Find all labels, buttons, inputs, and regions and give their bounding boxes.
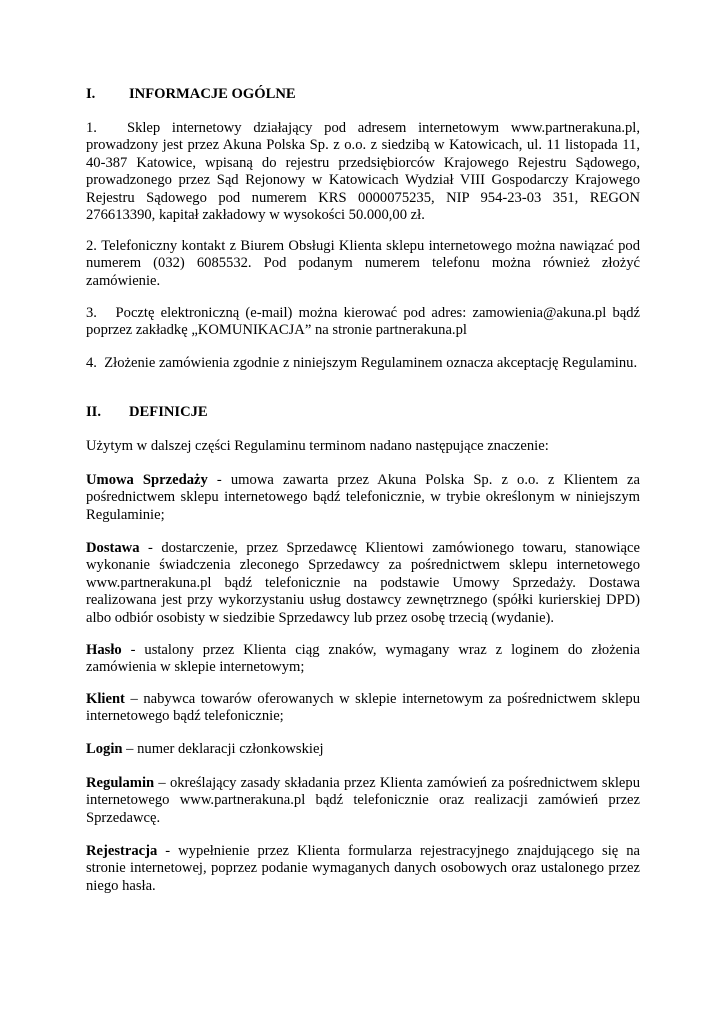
paragraph-number: 4. xyxy=(86,355,97,371)
definition-text: nabywca towarów oferowanych w sklepie internetowym za pośrednictwem sklepu internetowego bądź telefonicznie; xyxy=(86,691,641,725)
definition-separator: - xyxy=(157,843,179,859)
definition-term: Regulamin xyxy=(86,775,155,791)
paragraph-text: Pocztę elektroniczną (e-mail) można kierować pod adres: zamowienia@akuna.pl bądź poprzez zakładkę „KOMUNIKACJA” na stronie partnerakuna.pl xyxy=(86,305,640,339)
section-number: II. xyxy=(86,404,102,420)
section-title: INFORMACJE OGÓLNE xyxy=(129,86,296,102)
definition-separator: - xyxy=(121,642,145,658)
definition-text: wypełnienie przez Klienta formularza rejestracyjnego znajdującego się na stronie internetowej, poprzez podanie wymaganych danych osobowych oraz ustalonego przez niego hasła. xyxy=(86,843,640,894)
definition-separator: – xyxy=(124,691,144,707)
definitions-intro: Użytym w dalszej części Regulaminu terminom nadano następujące znaczenie: xyxy=(86,438,549,454)
paragraph-number: 3. xyxy=(86,305,97,321)
definition-separator: – xyxy=(122,741,138,757)
definition-term: Klient xyxy=(86,691,125,707)
paragraph-text: Złożenie zamówienia zgodnie z niniejszym Regulaminem oznacza akceptację Regulaminu. xyxy=(104,355,638,371)
definition-separator: - xyxy=(139,540,162,556)
paragraph-text: Telefoniczny kontakt z Biurem Obsługi Klienta sklepu internetowego można nawiązać pod numerem (032) 6085532. Pod podanym numerem telefonu można również złożyć zamówienie. xyxy=(86,238,640,289)
definition-text: określający zasady składania przez Klienta zamówień za pośrednictwem sklepu internetowego www.partnerakuna.pl bądź telefonicznie oraz realizacji zamówień przez Sprzedawcę. xyxy=(86,775,641,826)
definition-login xyxy=(86,741,640,758)
paragraph-number: 1. xyxy=(86,120,97,136)
section-heading-1 xyxy=(86,86,640,104)
paragraph-1 xyxy=(86,120,640,224)
section-number: I. xyxy=(86,86,96,102)
definition-separator: – xyxy=(154,775,170,791)
paragraph-text: Sklep internetowy działający pod adresem internetowym www.partnerakuna.pl, prowadzony jest przez Akuna Polska Sp. z o.o. z siedzibą w Katowicach, ul. 11 listopada 11, 40-387 Katowice, wpisaną do rejestru przedsiębiorców Krajowego Rejestru Sądowego, prowadzonego przez Sąd Rejonowy w Katowicach Wydział VIII Gospodarczy Krajowego Rejestru Sądowego pod numerem KRS 0000075235, NIP 954-23-03 351, REGON 276613390, kapitał zakładowy w wysokości 50.000,00 zł. xyxy=(86,120,640,224)
definition-regulamin xyxy=(86,775,640,827)
paragraph-3 xyxy=(86,305,640,340)
paragraph-2 xyxy=(86,238,640,290)
definition-rejestracja xyxy=(86,843,640,895)
section-title: DEFINICJE xyxy=(129,404,208,420)
definition-separator: - xyxy=(207,472,231,488)
definition-term: Umowa Sprzedaży xyxy=(86,472,208,488)
definition-term: Login xyxy=(86,741,123,757)
definition-klient xyxy=(86,691,640,726)
definition-text: dostarczenie, przez Sprzedawcę Klientowi zamówionego towaru, stanowiące wykonanie świadczenia zleconego Sprzedawcy za pośrednictwem sklepu internetowego www.partnerakuna.pl bądź telefonicznie na podstawie Umowy Sprzedaży. Dostawa realizowana jest przy wykorzystaniu usług dostawcy zewnętrznego (spółki kurierskiej DPD) albo odbiór osobisty w siedzibie Sprzedawcy lub przez osobę trzecią (wydanie). xyxy=(86,540,640,626)
paragraph-number: 2. xyxy=(86,238,97,254)
definition-haslo xyxy=(86,642,640,677)
definition-text: numer deklaracji członkowskiej xyxy=(137,741,324,757)
definition-dostawa xyxy=(86,540,640,627)
definition-term: Hasło xyxy=(86,642,122,658)
definition-text: umowa zawarta przez Akuna Polska Sp. z o.o. z Klientem za pośrednictwem sklepu internetowego bądź telefonicznie, w trybie określonym w niniejszym Regulaminie; xyxy=(86,472,640,523)
definition-umowa-sprzedazy xyxy=(86,472,640,524)
definition-text: ustalony przez Klienta ciąg znaków, wymagany wraz z loginem do złożenia zamówienia w sklepie internetowym; xyxy=(86,642,640,676)
definition-term: Dostawa xyxy=(86,540,140,556)
section-heading-2 xyxy=(86,404,640,422)
paragraph-4 xyxy=(86,355,646,372)
definition-term: Rejestracja xyxy=(86,843,158,859)
